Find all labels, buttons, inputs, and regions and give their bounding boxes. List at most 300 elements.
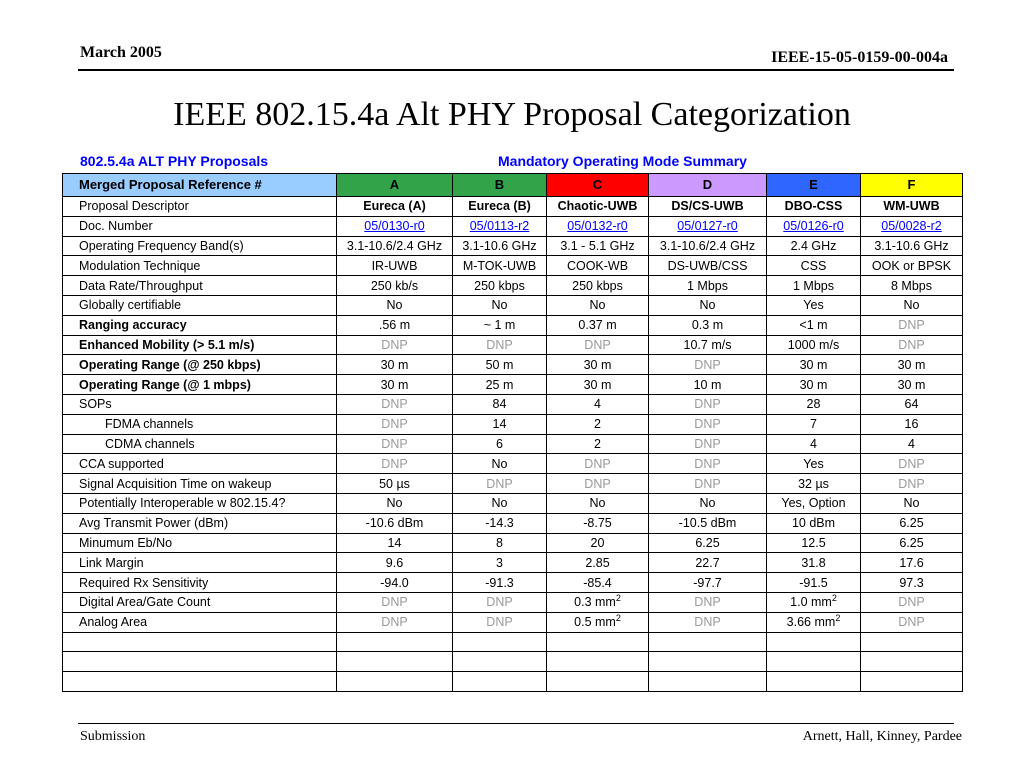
table-cell — [767, 553, 861, 573]
cell-value: 10.7 m/s — [683, 337, 732, 352]
table-cell — [337, 355, 453, 375]
header-divider — [78, 69, 954, 71]
table-cell — [649, 474, 767, 494]
table-cell — [767, 493, 861, 513]
column-header-b: B — [453, 174, 547, 197]
empty-cell — [63, 672, 337, 692]
table-row — [63, 533, 963, 553]
table-cell — [337, 553, 453, 573]
empty-cell — [861, 672, 963, 692]
cell-value: 17.6 — [899, 555, 924, 570]
cell-value: 6.25 — [899, 535, 924, 550]
table-cell — [649, 335, 767, 355]
cell-value: 3 — [496, 555, 503, 570]
cell-value: 3.66 mm — [786, 615, 836, 630]
cell-value: OOK or BPSK — [871, 258, 952, 273]
cell-value: -94.0 — [380, 575, 409, 590]
row-label: CDMA channels — [63, 434, 337, 454]
table-cell — [337, 315, 453, 335]
cell-value: -10.5 dBm — [678, 516, 737, 531]
table-cell — [337, 592, 453, 612]
table-cell — [547, 493, 649, 513]
table-cell — [767, 434, 861, 454]
table-cell — [861, 592, 963, 612]
row-label: Proposal Descriptor — [63, 197, 337, 217]
empty-cell — [337, 672, 453, 692]
cell-value: DNP — [694, 436, 721, 451]
table-cell — [337, 216, 453, 236]
table-cell — [861, 236, 963, 256]
cell-value: -85.4 — [583, 575, 612, 590]
cell-value: DNP — [898, 615, 925, 630]
table-cell — [547, 513, 649, 533]
empty-cell — [861, 632, 963, 652]
cell-value: DNP — [584, 456, 611, 471]
table-cell — [547, 612, 649, 632]
table-cell — [649, 493, 767, 513]
empty-row — [63, 652, 963, 672]
cell-value: 0.3 m — [691, 318, 724, 333]
cell-value: DNP — [694, 595, 721, 610]
cell-value: Yes — [803, 298, 824, 313]
column-header-a: A — [337, 174, 453, 197]
table-cell — [649, 612, 767, 632]
cell-value: 84 — [492, 397, 507, 412]
table-cell — [767, 533, 861, 553]
cell-value: -14.3 — [485, 516, 514, 531]
table-cell — [649, 355, 767, 375]
cell-value: WM-UWB — [883, 199, 940, 214]
table-cell — [453, 434, 547, 454]
cell-value: 30 m — [583, 377, 612, 392]
table-cell — [767, 197, 861, 217]
table-cell — [337, 256, 453, 276]
doc-link[interactable]: 05/0028-r2 — [881, 219, 942, 234]
cell-value: 30 m — [897, 357, 926, 372]
cell-value: DNP — [381, 615, 408, 630]
cell-value: DS-UWB/CSS — [667, 258, 748, 273]
table-cell — [767, 236, 861, 256]
table-cell — [547, 474, 649, 494]
table-row — [63, 256, 963, 276]
table-cell — [337, 573, 453, 593]
table-cell — [547, 256, 649, 276]
table-row — [63, 355, 963, 375]
row-label: Doc. Number — [63, 216, 337, 236]
table-cell — [337, 276, 453, 296]
cell-value: DNP — [584, 337, 611, 352]
cell-value: 16 — [904, 417, 919, 432]
table-cell — [861, 573, 963, 593]
row-label: CCA supported — [63, 454, 337, 474]
cell-value: 2.85 — [585, 555, 610, 570]
table-row — [63, 612, 963, 632]
cell-value: 250 kbps — [474, 278, 525, 293]
cell-value: 1 Mbps — [793, 278, 834, 293]
table-cell — [649, 533, 767, 553]
table-cell — [547, 434, 649, 454]
empty-cell — [547, 652, 649, 672]
table-cell — [861, 553, 963, 573]
table-cell — [649, 592, 767, 612]
table-cell — [649, 276, 767, 296]
cell-value: 3.1-10.6 GHz — [462, 238, 537, 253]
table-row — [63, 315, 963, 335]
proposal-table — [62, 173, 963, 692]
table-cell — [547, 276, 649, 296]
cell-value: No — [491, 298, 508, 313]
table-cell — [649, 454, 767, 474]
table-cell — [547, 355, 649, 375]
cell-value: 4 — [810, 436, 817, 451]
cell-value: DNP — [381, 337, 408, 352]
table-cell — [547, 197, 649, 217]
table-cell — [861, 513, 963, 533]
cell-value: DNP — [898, 456, 925, 471]
row-label: Ranging accuracy — [63, 315, 337, 335]
table-row — [63, 592, 963, 612]
table-cell — [767, 315, 861, 335]
table-cell — [453, 592, 547, 612]
superscript: 2 — [835, 612, 841, 623]
cell-value: DNP — [694, 357, 721, 372]
cell-value: 10 m — [693, 377, 722, 392]
column-header-c: C — [547, 174, 649, 197]
cell-value: 3.1 - 5.1 GHz — [560, 238, 635, 253]
table-cell — [337, 474, 453, 494]
cell-value: -91.5 — [799, 575, 828, 590]
table-cell — [767, 612, 861, 632]
table-cell — [453, 394, 547, 414]
table-cell — [453, 612, 547, 632]
empty-cell — [649, 672, 767, 692]
table-cell — [861, 375, 963, 395]
cell-value: 50 m — [485, 357, 514, 372]
table-cell — [767, 454, 861, 474]
table-cell — [861, 533, 963, 553]
table-cell — [767, 256, 861, 276]
table-cell — [337, 612, 453, 632]
header-label-cell: Merged Proposal Reference # — [63, 174, 337, 197]
table-cell — [547, 236, 649, 256]
table-cell — [861, 612, 963, 632]
table-cell — [861, 315, 963, 335]
row-label: Data Rate/Throughput — [63, 276, 337, 296]
cell-value: No — [491, 496, 508, 511]
cell-value: 32 µs — [798, 476, 829, 491]
cell-value: 30 m — [380, 357, 409, 372]
table-cell — [453, 197, 547, 217]
table-row — [63, 493, 963, 513]
table-cell — [649, 216, 767, 236]
cell-value: DNP — [694, 615, 721, 630]
cell-value: CSS — [800, 258, 827, 273]
table-cell — [861, 434, 963, 454]
table-cell — [649, 197, 767, 217]
table-cell — [767, 394, 861, 414]
table-cell — [649, 513, 767, 533]
cell-value: No — [699, 298, 716, 313]
cell-value: No — [491, 456, 508, 471]
cell-value: ~ 1 m — [483, 318, 516, 333]
table-cell — [453, 276, 547, 296]
table-cell — [767, 375, 861, 395]
cell-value: 2 — [594, 417, 601, 432]
table-cell — [453, 236, 547, 256]
cell-value: -10.6 dBm — [365, 516, 424, 531]
row-label: Operating Range (@ 1 mbps) — [63, 375, 337, 395]
cell-value: 10 dBm — [791, 516, 836, 531]
proposal-table-body — [63, 174, 963, 692]
subtitle-right: Mandatory Operating Mode Summary — [498, 153, 747, 169]
cell-value: 7 — [810, 417, 817, 432]
cell-value: DNP — [898, 476, 925, 491]
cell-value: 1 Mbps — [687, 278, 728, 293]
cell-value: DNP — [486, 595, 513, 610]
row-label: Modulation Technique — [63, 256, 337, 276]
row-label: SOPs — [63, 394, 337, 414]
cell-value: No — [903, 298, 920, 313]
footer-right: Arnett, Hall, Kinney, Pardee — [802, 729, 962, 744]
cell-value: 1.0 mm — [790, 595, 832, 610]
doc-link[interactable]: 05/0130-r0 — [364, 219, 425, 234]
cell-value: 250 kbps — [572, 278, 623, 293]
row-label: Signal Acquisition Time on wakeup — [63, 474, 337, 494]
table-cell — [453, 216, 547, 236]
table-row — [63, 474, 963, 494]
cell-value: 2 — [594, 436, 601, 451]
row-label: Operating Range (@ 250 kbps) — [63, 355, 337, 375]
cell-value: 31.8 — [801, 555, 826, 570]
cell-value: 30 m — [380, 377, 409, 392]
table-cell — [861, 493, 963, 513]
table-cell — [649, 256, 767, 276]
table-cell — [453, 454, 547, 474]
table-row — [63, 216, 963, 236]
column-header-d: D — [649, 174, 767, 197]
cell-value: 3.1-10.6 GHz — [874, 238, 949, 253]
table-cell — [649, 315, 767, 335]
table-row — [63, 236, 963, 256]
table-cell — [337, 454, 453, 474]
table-cell — [861, 197, 963, 217]
table-cell — [861, 394, 963, 414]
row-label: Required Rx Sensitivity — [63, 573, 337, 593]
footer-left: Submission — [80, 729, 146, 744]
table-row — [63, 553, 963, 573]
table-cell — [547, 216, 649, 236]
empty-cell — [649, 632, 767, 652]
table-cell — [453, 256, 547, 276]
empty-cell — [453, 652, 547, 672]
empty-cell — [649, 652, 767, 672]
cell-value: 3.1-10.6/2.4 GHz — [659, 238, 756, 253]
cell-value: 2.4 GHz — [790, 238, 837, 253]
doc-link[interactable]: 05/0126-r0 — [783, 219, 844, 234]
table-cell — [547, 553, 649, 573]
row-label: Globally certifiable — [63, 295, 337, 315]
table-cell — [767, 276, 861, 296]
table-cell — [767, 295, 861, 315]
cell-value: 14 — [387, 535, 402, 550]
cell-value: DNP — [381, 436, 408, 451]
table-cell — [861, 474, 963, 494]
empty-cell — [767, 632, 861, 652]
table-cell — [453, 375, 547, 395]
table-cell — [337, 394, 453, 414]
table-cell — [337, 375, 453, 395]
cell-value: DNP — [584, 476, 611, 491]
cell-value: 0.3 mm — [574, 595, 616, 610]
cell-value: 9.6 — [385, 555, 404, 570]
table-cell — [861, 355, 963, 375]
row-label: Enhanced Mobility (> 5.1 m/s) — [63, 335, 337, 355]
table-cell — [337, 414, 453, 434]
cell-value: 30 m — [897, 377, 926, 392]
cell-value: COOK-WB — [566, 258, 629, 273]
table-row — [63, 394, 963, 414]
table-cell — [337, 335, 453, 355]
cell-value: 14 — [492, 417, 507, 432]
cell-value: DS/CS-UWB — [671, 199, 744, 214]
table-cell — [861, 216, 963, 236]
cell-value: <1 m — [799, 318, 828, 333]
cell-value: 30 m — [799, 377, 828, 392]
empty-cell — [337, 652, 453, 672]
cell-value: 50 µs — [379, 476, 410, 491]
cell-value: IR-UWB — [371, 258, 418, 273]
table-cell — [649, 434, 767, 454]
empty-cell — [63, 632, 337, 652]
doc-link[interactable]: 05/0127-r0 — [677, 219, 738, 234]
row-label: Minumum Eb/No — [63, 533, 337, 553]
table-cell — [453, 414, 547, 434]
cell-value: DNP — [381, 595, 408, 610]
table-row — [63, 375, 963, 395]
doc-link[interactable]: 05/0113-r2 — [469, 219, 530, 234]
table-cell — [649, 295, 767, 315]
table-cell — [861, 276, 963, 296]
row-label: Digital Area/Gate Count — [63, 592, 337, 612]
cell-value: Yes — [803, 456, 824, 471]
cell-value: DNP — [694, 456, 721, 471]
subtitle-left: 802.5.4a ALT PHY Proposals — [80, 153, 269, 169]
table-header-row — [63, 174, 963, 197]
empty-cell — [337, 632, 453, 652]
cell-value: -91.3 — [485, 575, 514, 590]
cell-value: 6.25 — [899, 516, 924, 531]
cell-value: DNP — [486, 476, 513, 491]
cell-value: 0.37 m — [578, 318, 617, 333]
cell-value: DNP — [898, 595, 925, 610]
cell-value: 6.25 — [695, 535, 720, 550]
cell-value: 1000 m/s — [787, 337, 840, 352]
table-cell — [453, 553, 547, 573]
empty-cell — [453, 672, 547, 692]
table-row — [63, 513, 963, 533]
table-cell — [547, 533, 649, 553]
cell-value: No — [699, 496, 716, 511]
empty-row — [63, 632, 963, 652]
cell-value: No — [386, 298, 403, 313]
row-label: Potentially Interoperable w 802.15.4? — [63, 493, 337, 513]
table-cell — [547, 295, 649, 315]
cell-value: Chaotic-UWB — [557, 199, 638, 214]
cell-value: DNP — [486, 615, 513, 630]
cell-value: No — [589, 298, 606, 313]
cell-value: M-TOK-UWB — [462, 258, 537, 273]
table-cell — [767, 355, 861, 375]
empty-cell — [453, 632, 547, 652]
column-header-e: E — [767, 174, 861, 197]
superscript: 2 — [831, 593, 837, 604]
table-cell — [649, 553, 767, 573]
table-cell — [547, 454, 649, 474]
cell-value: Eureca (B) — [468, 199, 531, 214]
doc-link[interactable]: 05/0132-r0 — [567, 219, 628, 234]
cell-value: 3.1-10.6/2.4 GHz — [346, 238, 443, 253]
cell-value: 6 — [496, 436, 503, 451]
table-cell — [453, 315, 547, 335]
table-cell — [649, 394, 767, 414]
table-cell — [767, 474, 861, 494]
superscript: 2 — [615, 612, 621, 623]
table-cell — [767, 335, 861, 355]
cell-value: DNP — [694, 417, 721, 432]
cell-value: Eureca (A) — [363, 199, 426, 214]
table-cell — [649, 375, 767, 395]
table-cell — [337, 295, 453, 315]
table-cell — [767, 513, 861, 533]
table-cell — [453, 493, 547, 513]
cell-value: 28 — [806, 397, 821, 412]
table-cell — [649, 414, 767, 434]
cell-value: No — [903, 496, 920, 511]
cell-value: 97.3 — [899, 575, 924, 590]
table-row — [63, 414, 963, 434]
superscript: 2 — [615, 593, 621, 604]
cell-value: 20 — [590, 535, 605, 550]
table-cell — [337, 434, 453, 454]
cell-value: DNP — [381, 456, 408, 471]
table-cell — [547, 315, 649, 335]
table-cell — [453, 533, 547, 553]
cell-value: .56 m — [378, 318, 411, 333]
table-row — [63, 197, 963, 217]
footer-divider — [78, 723, 954, 724]
table-cell — [337, 197, 453, 217]
table-cell — [337, 513, 453, 533]
header-doc-id: IEEE-15-05-0159-00-004a — [771, 49, 948, 66]
table-cell — [547, 592, 649, 612]
empty-row — [63, 672, 963, 692]
table-cell — [337, 236, 453, 256]
table-cell — [453, 335, 547, 355]
empty-cell — [767, 672, 861, 692]
row-label: FDMA channels — [63, 414, 337, 434]
table-cell — [453, 355, 547, 375]
column-header-f: F — [861, 174, 963, 197]
empty-cell — [861, 652, 963, 672]
cell-value: -97.7 — [693, 575, 722, 590]
cell-value: 0.5 mm — [574, 615, 616, 630]
table-row — [63, 434, 963, 454]
table-cell — [453, 513, 547, 533]
table-cell — [453, 573, 547, 593]
cell-value: 4 — [594, 397, 601, 412]
row-label: Link Margin — [63, 553, 337, 573]
cell-value: 12.5 — [801, 535, 826, 550]
